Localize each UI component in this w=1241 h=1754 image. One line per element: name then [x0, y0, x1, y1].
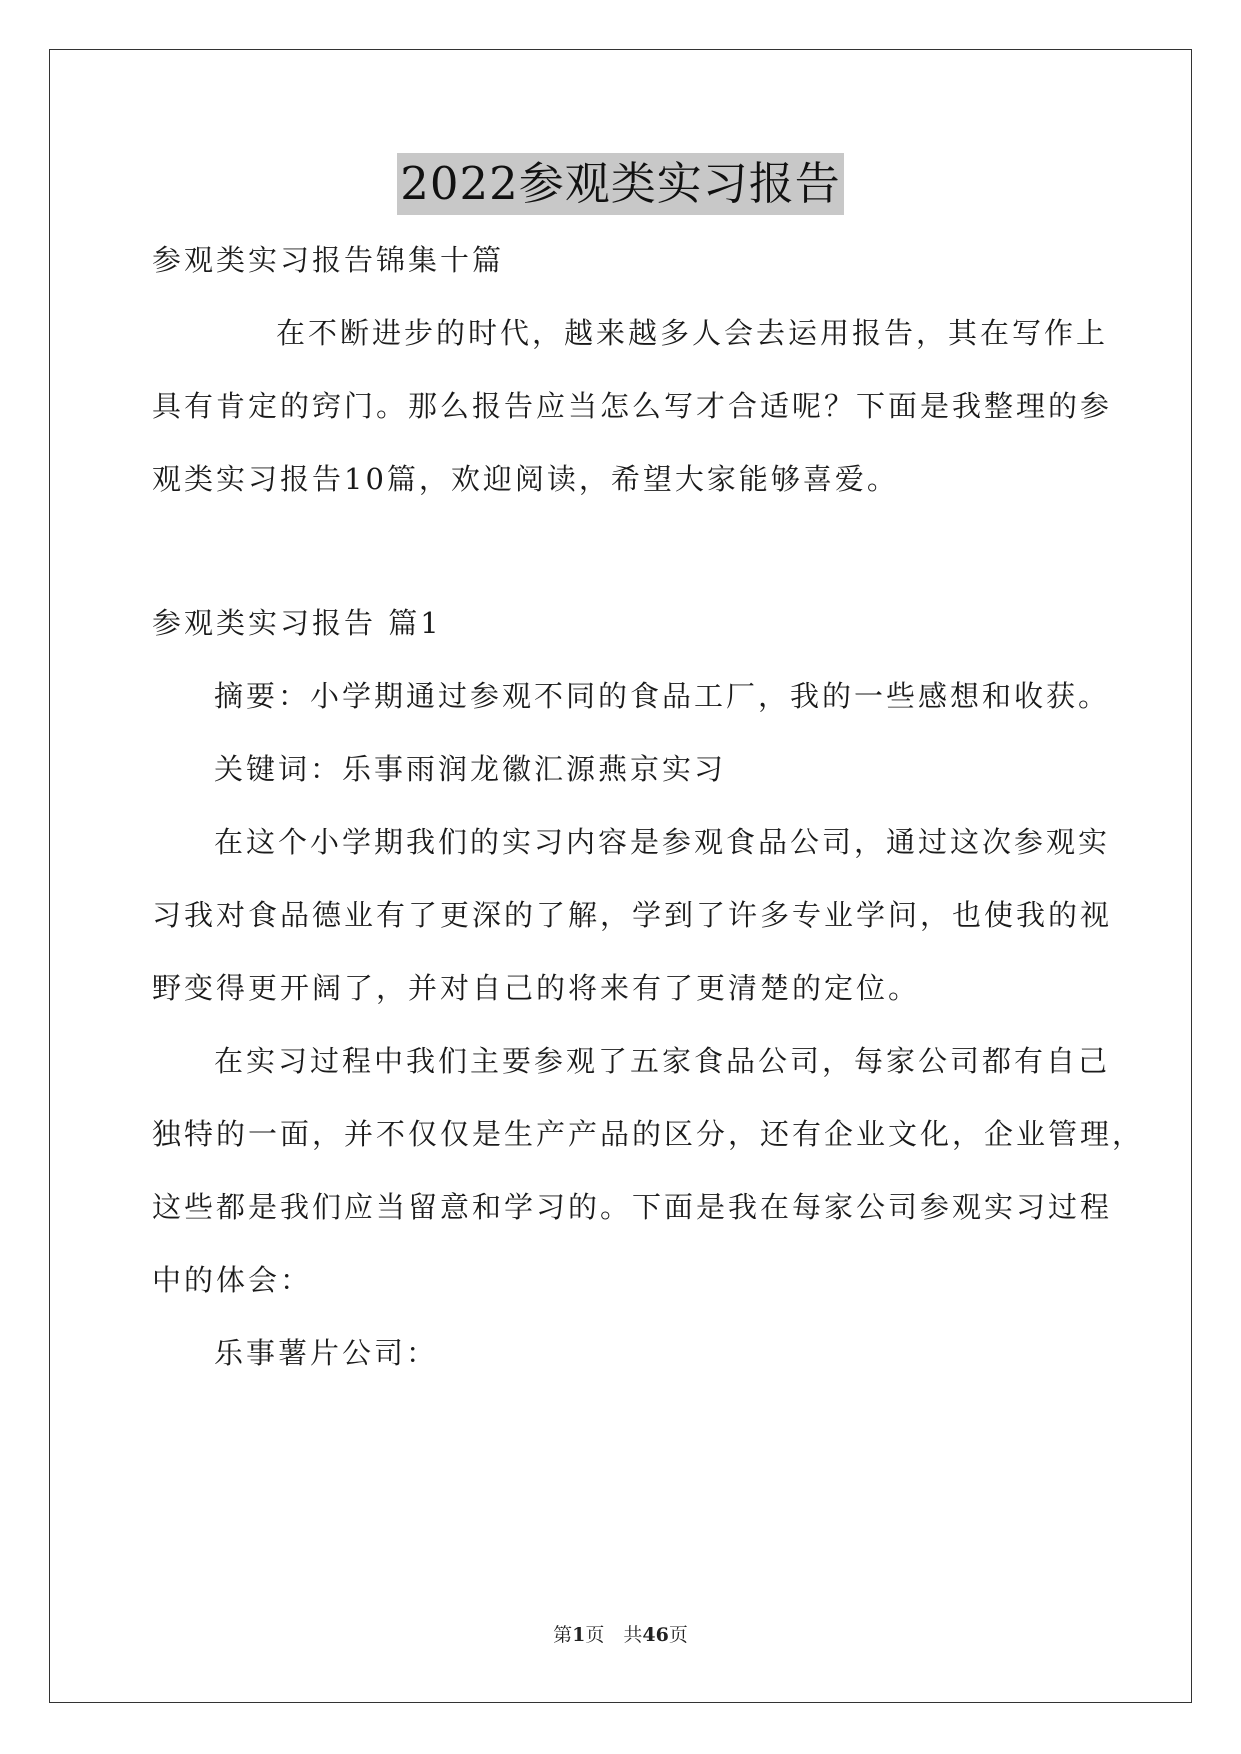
document-title: 2022参观类实习报告: [397, 153, 844, 215]
abstract-line: 摘要：小学期通过参观不同的食品工厂，我的一些感想和收获。: [214, 679, 1111, 713]
footer-mid: 页 共: [585, 1624, 643, 1646]
paragraph2-line-1: 在实习过程中我们主要参观了五家食品公司，每家公司都有自己: [214, 1044, 1111, 1078]
keywords-line: 关键词：乐事雨润龙徽汇源燕京实习: [214, 752, 727, 786]
footer-page-number: 1: [572, 1624, 586, 1646]
document-subtitle: 参观类实习报告锦集十篇: [152, 243, 505, 277]
section-heading: 参观类实习报告 篇1: [152, 606, 442, 640]
company-heading: 乐事薯片公司：: [214, 1336, 439, 1370]
title-wrapper: [0, 153, 1241, 215]
page-border: [49, 49, 1192, 1703]
page-footer: [0, 1622, 1241, 1648]
paragraph1-line-3: 野变得更开阔了，并对自己的将来有了更清楚的定位。: [152, 971, 921, 1005]
paragraph1-line-1: 在这个小学期我们的实习内容是参观食品公司，通过这次参观实: [214, 825, 1111, 859]
intro-line-3: 观类实习报告10篇，欢迎阅读，希望大家能够喜爱。: [152, 462, 899, 496]
paragraph2-line-3: 这些都是我们应当留意和学习的。下面是我在每家公司参观实习过程: [152, 1190, 1113, 1224]
intro-line-1: 在不断进步的时代，越来越多人会去运用报告，其在写作上: [276, 316, 1109, 350]
footer-suffix: 页: [668, 1624, 688, 1646]
footer-prefix: 第: [553, 1624, 573, 1646]
footer-total-pages: 46: [642, 1624, 669, 1646]
paragraph1-line-2: 习我对食品德业有了更深的了解，学到了许多专业学问，也使我的视: [152, 898, 1113, 932]
intro-line-2: 具有肯定的窍门。那么报告应当怎么写才合适呢？下面是我整理的参: [152, 389, 1113, 423]
paragraph2-line-4: 中的体会：: [152, 1263, 313, 1297]
paragraph2-line-2: 独特的一面，并不仅仅是生产产品的区分，还有企业文化，企业管理，: [152, 1117, 1145, 1151]
